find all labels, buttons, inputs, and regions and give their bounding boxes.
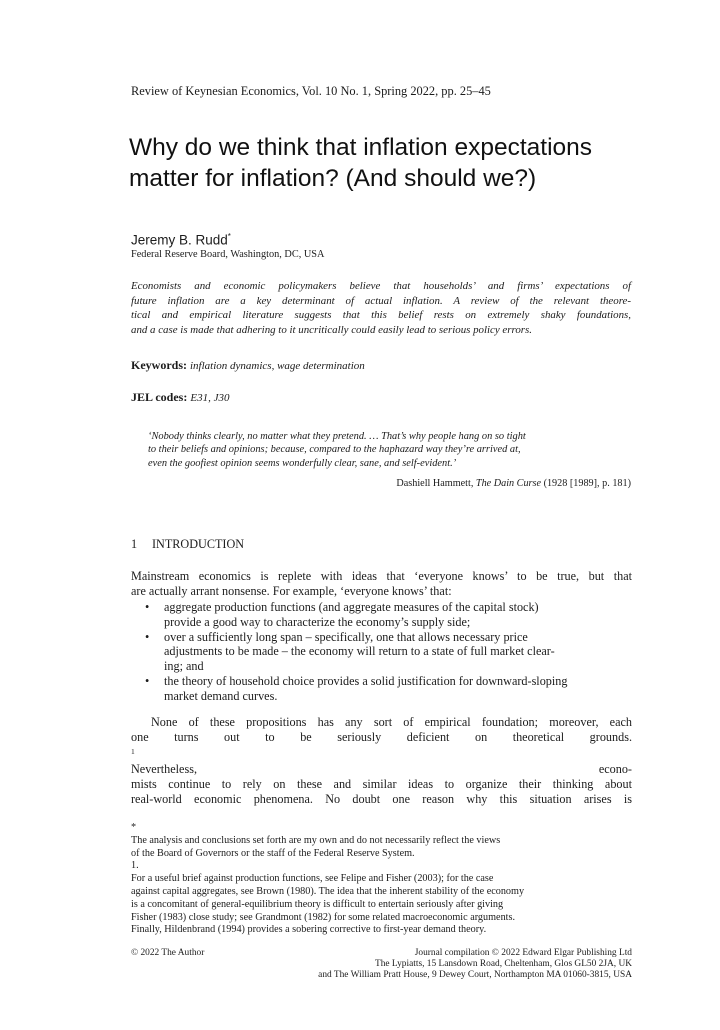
author-affiliation: Federal Reserve Board, Washington, DC, USA [131,249,325,260]
bullet-line: adjustments to be made – the economy will return to a state of full market clear- [164,644,555,659]
footnote-mark: 1. [131,860,139,872]
publisher-line: and The William Pratt House, 9 Dewey Court, Northampton MA 01060-3815, USA [318,970,632,981]
footnote-line: Fisher (1983) close study; see Grandmont (1982) for some related macroeconomic arguments. [131,911,516,923]
attribution-work: The Dain Curse [475,478,542,489]
paragraph-line: real-world economic phenomena. No doubt one reason why this situation arises is [131,792,632,807]
running-head: Review of Keynesian Economics, Vol. 10 No. 1, Spring 2022, pp. 25–45 [131,84,491,98]
bullet-item [145,600,632,630]
paragraph-line: Mainstream economics is replete with ideas that ‘everyone knows’ to be true, but that [131,569,632,583]
title-line: matter for inflation? (And should we?) [129,165,537,192]
abstract-line: future inflation are a key determinant of actual inflation. A review of the relevant theore- [131,294,631,307]
publisher-line: The Lypiatts, 15 Lansdown Road, Cheltenham, Glos GL50 2JA, UK [374,959,632,970]
footnote-ref[interactable]: 1 [131,746,135,756]
keywords [131,358,365,373]
bullet-line: the theory of household choice provides a solid justification for downward-sloping [164,673,568,688]
paragraph-text: Nevertheless, econo- [131,762,632,777]
section-heading [131,537,244,552]
paragraph [131,569,632,599]
bullet-list [145,600,632,704]
jel-label: JEL codes: [131,390,188,404]
footnote-line: is a concomitant of general-equilibrium theory is difficult to entertain seriously after giving [131,898,504,910]
bullet-line: aggregate production functions (and aggregate measures of the capital stock) [164,600,539,614]
epigraph-line: to their beliefs and opinions; because, compared to the haphazard way they’re arrived at, [148,444,521,456]
section-number: 1 [131,537,138,551]
paragraph-line [131,730,632,777]
footnote-line: Finally, Hildenbrand (1994) provides a sobering corrective to first-year demand theory. [131,924,487,936]
footnote-text: For a useful brief against production functions, see Felipe and Fisher (2003); for the case [131,873,494,885]
author-name [131,232,231,248]
bullet-line: ing; and [164,659,204,674]
footnote-text: The analysis and conclusions set forth are my own and do not necessarily reflect the views [131,834,501,846]
paragraph [131,715,632,807]
epigraph-attribution [396,478,631,489]
epigraph-line: ‘Nobody thinks clearly, no matter what they pretend. … That’s why people hang on so tight [148,431,526,442]
bullet-glyph: • [145,673,150,688]
keywords-value: inflation dynamics, wage determination [190,360,365,372]
paragraph-line: are actually arrant nonsense. For example, ‘everyone knows’ that: [131,583,452,598]
bullet-glyph: • [145,629,150,644]
footnote-line: against capital aggregates, see Brown (1980). The idea that the inherent stability of the economy [131,885,525,897]
publisher-info [318,948,632,982]
author-footnote-mark: * [227,232,231,241]
attribution-year: (1928 [1989], p. 181) [541,478,631,489]
bullet-line: provide a good way to characterize the economy’s supply side; [164,614,471,629]
jel-codes [131,390,229,405]
keywords-label: Keywords: [131,358,187,372]
footnote-1 [131,860,632,937]
abstract-line: and a case is made that adhering to it uncritically could easily lead to serious policy errors. [131,323,532,336]
abstract [131,279,631,337]
footnote-line [131,860,632,886]
article-title [129,132,669,194]
footnotes [131,822,632,937]
epigraph-line: even the goofiest opinion seems wonderfully clear, sane, and self-evident.’ [148,457,457,469]
abstract-line: tical and empirical literature suggests that this belief rests on extremely shaky foundations, [131,309,631,322]
footnote-line: of the Board of Governors or the staff of the Federal Reserve System. [131,847,415,859]
title-line: Why do we think that inflation expectations [129,134,593,161]
attribution-author: Dashiell Hammett, [396,478,476,489]
bullet-item [145,674,632,704]
abstract-line: Economists and economic policymakers believe that households’ and firms’ expectations of [131,280,631,292]
footnote-line [131,822,632,848]
footnote-star [131,822,632,860]
copyright-notice: © 2022 The Author [131,948,205,958]
paragraph-line: None of these propositions has any sort of empirical foundation; moreover, each [151,715,632,729]
section-title: INTRODUCTION [152,537,245,551]
paragraph-text: one turns out to be seriously deficient on theoretical grounds. [131,729,632,744]
jel-value: E31, J30 [190,392,230,404]
epigraph [148,430,631,470]
bullet-line: over a sufficiently long span – specifically, one that allows necessary price [164,629,528,644]
paragraph-line: mists continue to rely on these and similar ideas to organize their thinking about [131,777,632,792]
bullet-glyph: • [145,600,150,614]
author-text: Jeremy B. Rudd [131,232,228,248]
bullet-item [145,630,632,674]
bullet-line: market demand curves. [164,688,278,703]
footnote-mark: * [131,822,137,833]
publisher-line: Journal compilation © 2022 Edward Elgar Publishing Ltd [414,948,632,958]
